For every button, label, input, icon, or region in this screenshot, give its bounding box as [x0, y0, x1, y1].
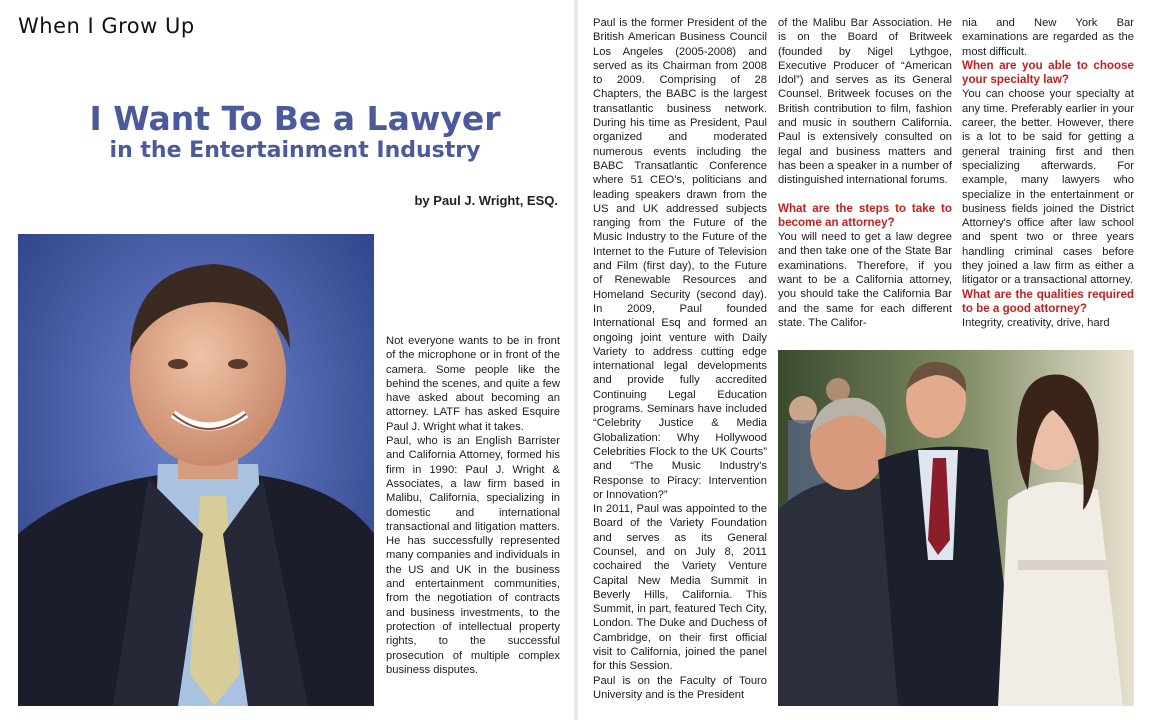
title-main: I Want To Be a Lawyer: [89, 99, 501, 138]
column-2-paragraph-2: In 2011, Paul was appointed to the Board of the Variety Foundation and serves as its General Counsel, and on July 8, 2011 cochaired the Variety Venture Capital New Media Summit in Beverly Hills, California. This Summit, in part, featured Tech City, London. The Duke and Duchess of Cambridge, on their first official visit to California, joined the panel for this Session.: [593, 503, 767, 673]
question-1: What are the steps to take to become an attorney?: [778, 201, 952, 229]
question-2: When are you able to choose your specialty law?: [962, 58, 1134, 87]
answer-3: Integrity, creativity, drive, hard: [962, 317, 1110, 330]
column-2: [593, 16, 767, 710]
column-1-paragraph-2: Paul, who is an English Barrister and California Attorney, formed his firm in 1990: Paul J. Wright & Associates, a law firm based in Malibu, California, specializing in domestic and international transactional and litigation matters. He has successfully represented many companies and individuals in the US and UK in the business and entertainment communities, from the negotiation of contracts and business investments, to the protection of intellectual property rights, to the successful prosecution of multiple complex business disputes.: [386, 435, 560, 676]
answer-1: You will need to get a law degree and then take one of the State Bar examinations. Therefore, if you want to be a California attorney, you should take the California Bar and the same for each different state. The Califor-: [778, 231, 952, 329]
column-3-paragraph-1: of the Malibu Bar Association. He is on the Board of Britweek (founded by Nigel Lythgoe, Executive Producer of “American Idol”) and serves as its General Counsel. Britweek focuses on the British contribution to film, fashion and music in southern California. Paul is extensively consulted on legal and business matters and has been a speaker in a number of distinguished international forums.: [778, 17, 952, 187]
title-sub: in the Entertainment Industry: [109, 138, 481, 163]
section-label: When I Grow Up: [18, 14, 195, 38]
column-2-paragraph-1: Paul is the former President of the British American Business Council Los Angeles (2005-2008) and served as its Chairman from 2008 to 2009. Comprising of 28 Chapters, the BABC is the largest transatlantic business network. During his time as President, Paul organized and moderated numerous events including the BABC Transatlantic Conference where 51 CEO's, politicians and leading speakers drawn from the US and UK addressed subjects ranging from the Future of the Music Industry to the Future of the Internet to the Future of Television and Film (first day), to the Future of Renewable Resources and Homeland Security (second day). In 2009, Paul founded International Esq and formed an ongoing joint venture with Daily Variety to address cutting edge international legal developments and provide fully accredited Continuing Legal Education programs. Seminars have included “Celebrity Justice & Media Globalization: Why Hollywood Celebrities Flock to the UK Courts” and “The Music Industry's Response to Piracy: Intervention or Innovation?”: [593, 17, 767, 501]
column-2-paragraph-3: Paul is on the Faculty of Touro University and is the President: [593, 674, 767, 701]
answer-2: You can choose your specialty at any time. Preferably earlier in your career, the better. However, there is a lot to be said for getting a general training first and then specializing afterwards. For example, many lawyers who specialize in the entertainment or business fields joined the District Attorney's office after law school and spent two or three years handling criminal cases before they joined a law firm as either a litigator or a transactional attorney.: [962, 88, 1134, 287]
column-3: [778, 16, 952, 346]
question-3: What are the qualities required to be a good attorney?: [962, 287, 1134, 315]
column-1: [386, 334, 560, 710]
right-page: [576, 0, 1152, 720]
royal-visit-photo: [778, 350, 1134, 706]
article-title: [60, 100, 530, 164]
column-4-paragraph-1: nia and New York Bar examinations are regarded as the most difficult.: [962, 17, 1134, 58]
byline: by Paul J. Wright, ESQ.: [414, 193, 558, 208]
column-1-paragraph-1: Not everyone wants to be in front of the microphone or in front of the camera. Some people like the behind the scenes, and quite a few have asked about becoming an attorney. LATF has asked Esquire Paul J. Wright what it takes.: [386, 335, 560, 433]
column-4: [962, 16, 1134, 346]
author-portrait-photo: [18, 234, 374, 706]
